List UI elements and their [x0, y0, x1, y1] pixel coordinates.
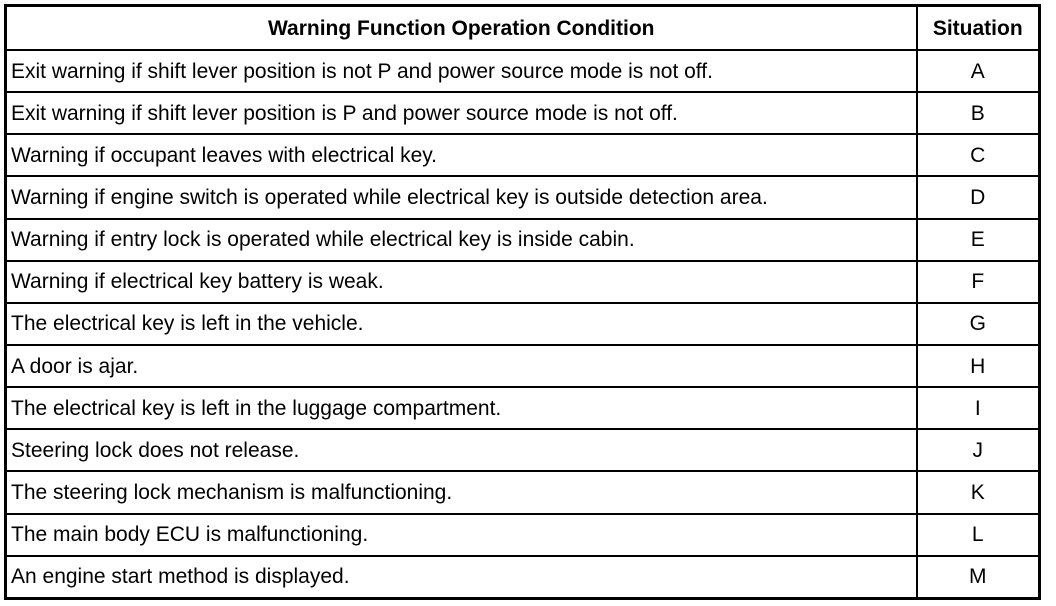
table-row — [6, 50, 1040, 92]
condition-cell: The main body ECU is malfunctioning. — [6, 514, 917, 556]
situation-cell: M — [917, 556, 1040, 599]
situation-cell: J — [917, 429, 1040, 471]
situation-cell: A — [917, 50, 1040, 92]
condition-cell: Exit warning if shift lever position is not P and power source mode is not off. — [6, 50, 917, 92]
table-row — [6, 387, 1040, 429]
situation-cell: E — [917, 219, 1040, 261]
header-condition: Warning Function Operation Condition — [6, 6, 917, 51]
condition-cell: The electrical key is left in the vehicle. — [6, 303, 917, 345]
situation-cell: D — [917, 176, 1040, 218]
table-row — [6, 176, 1040, 218]
situation-cell: F — [917, 261, 1040, 303]
situation-cell: G — [917, 303, 1040, 345]
condition-cell: Exit warning if shift lever position is P and power source mode is not off. — [6, 92, 917, 134]
situation-cell: I — [917, 387, 1040, 429]
situation-cell: H — [917, 345, 1040, 387]
condition-cell: Steering lock does not release. — [6, 429, 917, 471]
warning-function-table — [4, 4, 1041, 600]
table-row — [6, 261, 1040, 303]
table-row — [6, 471, 1040, 513]
table-header-row — [6, 6, 1040, 51]
condition-cell: The steering lock mechanism is malfunctioning. — [6, 471, 917, 513]
condition-cell: Warning if engine switch is operated while electrical key is outside detection area. — [6, 176, 917, 218]
situation-cell: K — [917, 471, 1040, 513]
condition-cell: A door is ajar. — [6, 345, 917, 387]
condition-cell: Warning if entry lock is operated while electrical key is inside cabin. — [6, 219, 917, 261]
condition-cell: The electrical key is left in the luggage compartment. — [6, 387, 917, 429]
warning-function-table-container — [4, 4, 1038, 600]
condition-cell: An engine start method is displayed. — [6, 556, 917, 599]
table-row — [6, 134, 1040, 176]
table-row — [6, 556, 1040, 599]
table-row — [6, 514, 1040, 556]
situation-cell: C — [917, 134, 1040, 176]
situation-cell: L — [917, 514, 1040, 556]
situation-cell: B — [917, 92, 1040, 134]
condition-cell: Warning if occupant leaves with electrical key. — [6, 134, 917, 176]
header-situation: Situation — [917, 6, 1040, 51]
table-row — [6, 345, 1040, 387]
table-row — [6, 303, 1040, 345]
table-row — [6, 219, 1040, 261]
condition-cell: Warning if electrical key battery is weak. — [6, 261, 917, 303]
table-row — [6, 92, 1040, 134]
table-row — [6, 429, 1040, 471]
